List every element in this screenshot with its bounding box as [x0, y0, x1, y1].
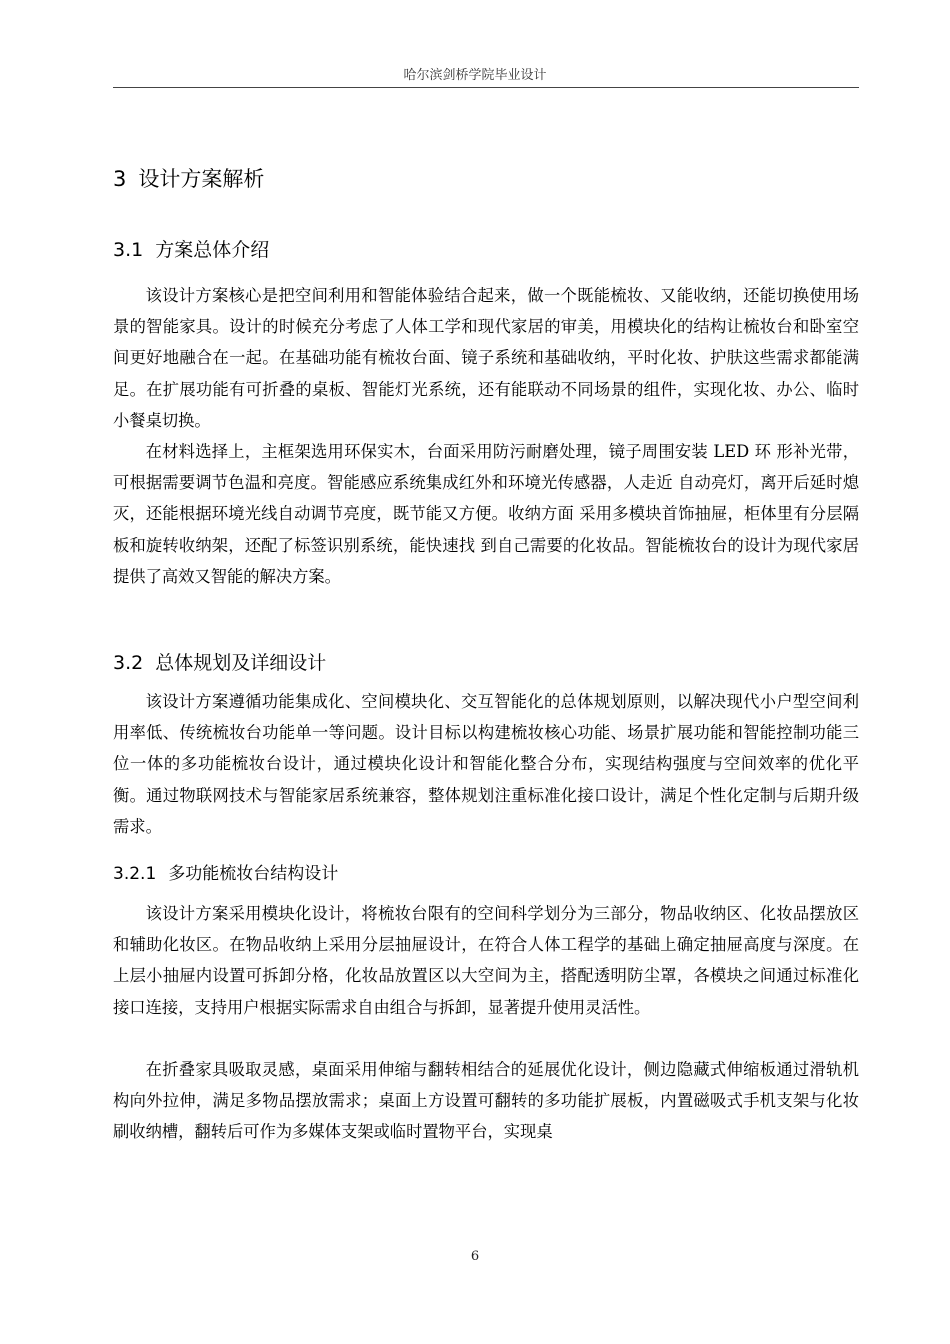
chapter-heading — [113, 163, 264, 193]
section-heading-3-1 — [113, 235, 269, 262]
chapter-number: 3 — [113, 167, 127, 191]
body-paragraph: 在折叠家具吸取灵感，桌面采用伸缩与翻转相结合的延展优化设计，侧边隐藏式伸缩板通过滑轨机构向外拉伸，满足多物品摆放需求；桌面上方设置可翻转的多功能扩展板，内置磁吸式手机支架与化妆刷收纳槽，翻转后可作为多媒体支架或临时置物平台，实现桌 — [113, 1060, 859, 1142]
section-heading-3-2 — [113, 648, 326, 675]
section-title: 总体规划及详细设计 — [155, 652, 327, 674]
section-number: 3.1 — [113, 239, 144, 261]
body-paragraph: 在材料选择上，主框架选用环保实木，台面采用防污耐磨处理，镜子周围安装 LED 环 形补光带，可根据需要调节色温和亮度。智能感应系统集成红外和环境光传感器，人走近 自动亮灯，离开后延时熄灭，还能根据环境光线自动调节亮度，既节能又方便。收纳方面 采用多模块首饰抽屉，柜体里有分层隔板和旋转收纳架，还配了标签识别系统，能快速找 到自己需要的化妆品。智能梳妆台的设计为现代家居提供了高效又智能的解决方案。 — [113, 442, 859, 586]
subsection-heading-3-2-1 — [113, 859, 338, 884]
running-header: 哈尔滨剑桥学院毕业设计 — [403, 68, 547, 83]
subsection-number: 3.2.1 — [113, 864, 157, 884]
section-title: 方案总体介绍 — [155, 239, 270, 261]
chapter-title: 设计方案解析 — [138, 167, 265, 191]
body-paragraph: 该设计方案遵循功能集成化、空间模块化、交互智能化的总体规划原则，以解决现代小户型空间利用率低、传统梳妆台功能单一等问题。设计目标以构建梳妆核心功能、场景扩展功能和智能控制功能三位一体的多功能梳妆台设计，通过模块化设计和智能化整合分布，实现结构强度与空间效率的优化平衡。通过物联网技术与智能家居系统兼容，整体规划注重标准化接口设计，满足个性化定制与后期升级需求。 — [113, 692, 859, 836]
header-divider — [113, 87, 859, 88]
body-paragraph: 该设计方案采用模块化设计，将梳妆台限有的空间科学划分为三部分，物品收纳区、化妆品摆放区和辅助化妆区。在物品收纳上采用分层抽屉设计，在符合人体工程学的基础上确定抽屉高度与深度。在上层小抽屉内设置可拆卸分格，化妆品放置区以大空间为主，搭配透明防尘罩，各模块之间通过标准化接口连接，支持用户根据实际需求自由组合与拆卸，显著提升使用灵活性。 — [113, 904, 859, 1017]
subsection-title: 多功能梳妆台结构设计 — [168, 864, 339, 884]
body-paragraph: 该设计方案核心是把空间利用和智能体验结合起来，做一个既能梳妆、又能收纳，还能切换使用场景的智能家具。设计的时候充分考虑了人体工学和现代家居的审美，用模块化的结构让梳妆台和卧室空间更好地融合在一起。在基础功能有梳妆台面、镜子系统和基础收纳，平时化妆、护肤这些需求都能满足。在扩展功能有可折叠的桌板、智能灯光系统，还有能联动不同场景的组件，实现化妆、办公、临时小餐桌切换。 — [113, 286, 859, 430]
page-number: 6 — [470, 1249, 480, 1264]
section-number: 3.2 — [113, 652, 144, 674]
